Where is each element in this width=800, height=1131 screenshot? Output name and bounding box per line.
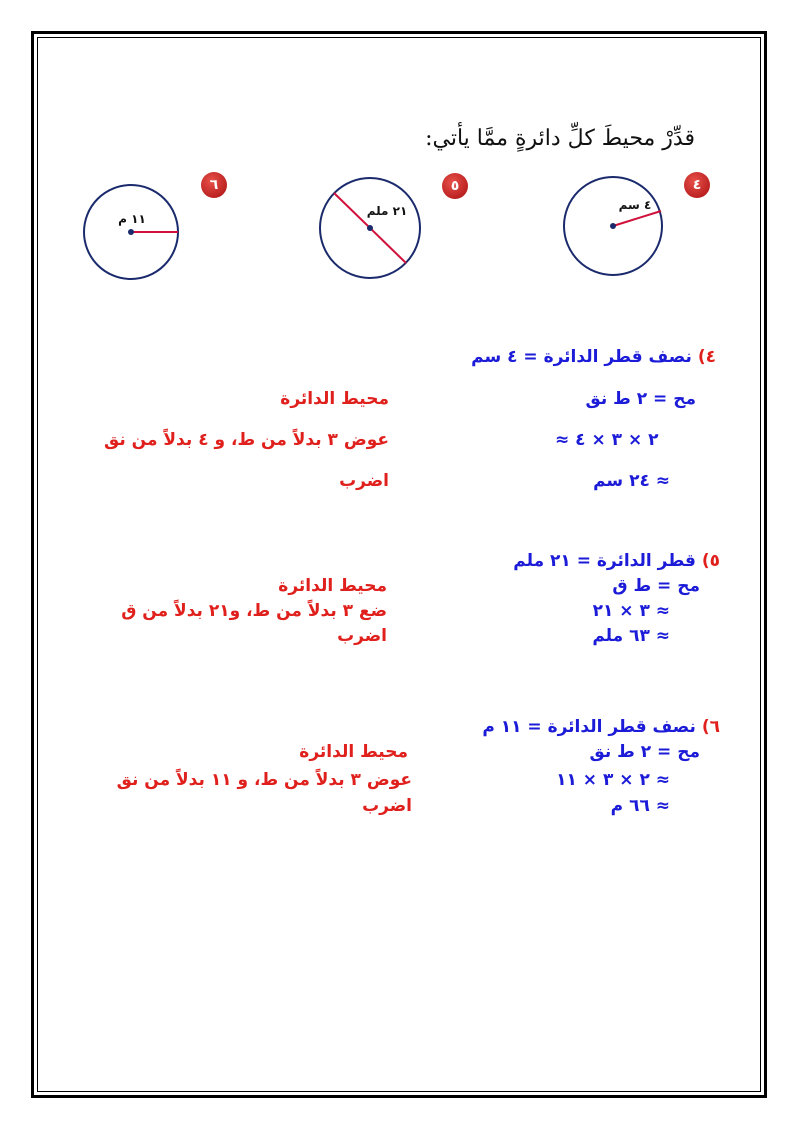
figure-5-label: ٢١ ملم — [366, 204, 408, 218]
problem-4-heading — [471, 347, 716, 367]
problem-5-step-3: ≈ ٦٣ ملم — [592, 626, 670, 646]
problem-6-heading — [482, 717, 720, 737]
figure-4-label: ٤ سم — [618, 198, 652, 212]
problem-6-step-2: ≈ ٢ × ٣ × ١١ — [556, 770, 670, 790]
figure-6-label: ١١ م — [118, 212, 146, 226]
problem-6-number: ٦) — [701, 717, 720, 737]
figure-4-circle — [560, 178, 670, 288]
problem-6-step-3: ≈ ٦٦ م — [610, 796, 670, 816]
problem-4-step-1: مح = ٢ ط نق — [585, 389, 696, 409]
exercise-title: قدِّرْ محيطَ كلِّ دائرةٍ ممَّا يأتي: — [425, 126, 695, 151]
problem-5-heading — [513, 551, 720, 571]
problem-4-step-2: ٢ × ٣ × ٤ ≈ — [555, 430, 659, 450]
problem-5-step-2: ≈ ٣ × ٢١ — [592, 601, 670, 621]
problem-6-given: نصف قطر الدائرة = ١١ م — [482, 717, 696, 737]
problem-5-given: قطر الدائرة = ٢١ ملم — [513, 551, 696, 571]
problem-5-note-3: اضرب — [337, 626, 387, 646]
problem-5-note-2: ضع ٣ بدلاً من ط، و٢١ بدلاً من ق — [121, 601, 387, 621]
problem-6-note-3: اضرب — [362, 796, 412, 816]
problem-6-note-1: محيط الدائرة — [299, 742, 408, 762]
figure-6-circle — [82, 178, 192, 288]
problem-4-number: ٤) — [697, 347, 716, 367]
problem-5-note-1: محيط الدائرة — [278, 576, 387, 596]
problem-5-step-1: مح = ط ق — [612, 576, 700, 596]
problem-4-note-1: محيط الدائرة — [280, 389, 389, 409]
problem-6-note-2: عوض ٣ بدلاً من ط، و ١١ بدلاً من نق — [116, 770, 412, 790]
figure-6-badge: ٦ — [201, 172, 227, 198]
problem-6-step-1: مح = ٢ ط نق — [589, 742, 700, 762]
figure-4-badge: ٤ — [684, 172, 710, 198]
problem-4-note-3: اضرب — [339, 471, 389, 491]
figure-5-badge: ٥ — [442, 173, 468, 199]
problem-4-step-3: ≈ ٢٤ سم — [593, 471, 670, 491]
figure-5-circle — [317, 178, 427, 288]
problem-5-number: ٥) — [701, 551, 720, 571]
problem-4-given: نصف قطر الدائرة = ٤ سم — [471, 347, 692, 367]
problem-4-note-2: عوض ٣ بدلاً من ط، و ٤ بدلاً من نق — [104, 430, 389, 450]
